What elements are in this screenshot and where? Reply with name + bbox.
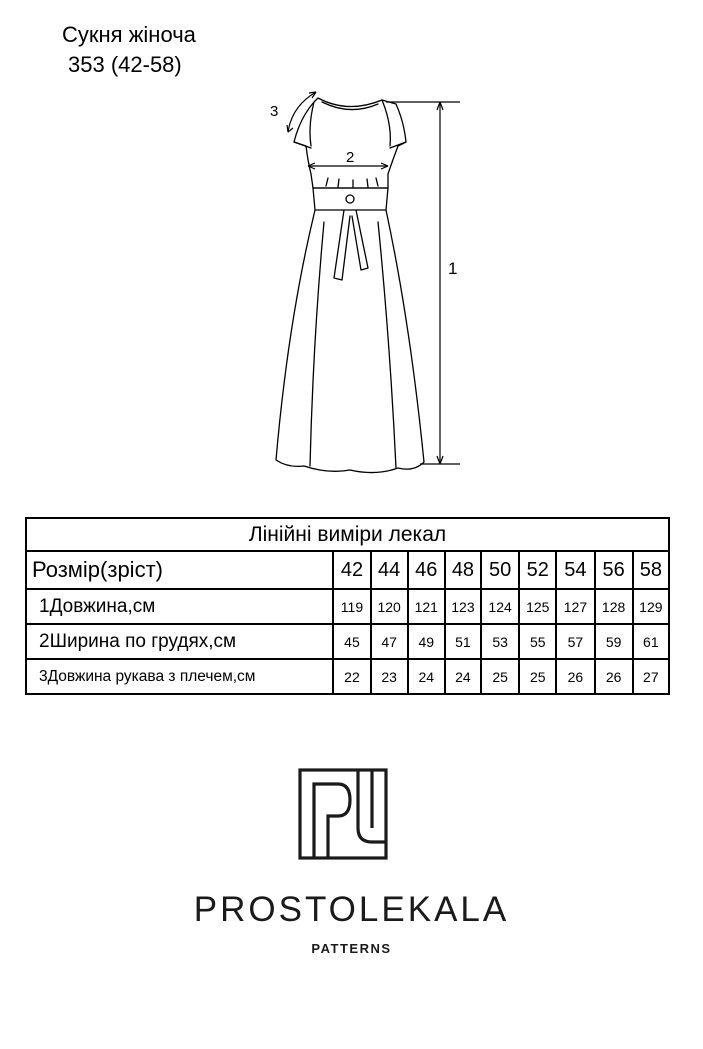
value-cell: 127 bbox=[556, 589, 594, 624]
brand-name: PROSTOLEKALA bbox=[193, 890, 510, 929]
value-cell: 61 bbox=[633, 624, 669, 659]
skirt-seam-left bbox=[310, 222, 324, 466]
belt-tie-left bbox=[334, 210, 350, 280]
table-row bbox=[26, 624, 669, 659]
value-cell: 57 bbox=[556, 624, 594, 659]
row-label: 1Довжина,см bbox=[26, 589, 333, 624]
value-cell: 124 bbox=[481, 589, 519, 624]
value-cell: 55 bbox=[519, 624, 556, 659]
size-row bbox=[26, 551, 669, 589]
size-cell: 50 bbox=[481, 551, 519, 589]
value-cell: 129 bbox=[633, 589, 669, 624]
value-cell: 119 bbox=[333, 589, 370, 624]
dress-technical-drawing bbox=[258, 82, 468, 482]
size-cell: 58 bbox=[633, 551, 669, 589]
size-label: Розмір(зріст) bbox=[26, 551, 333, 589]
left-sleeve-seam bbox=[310, 102, 314, 146]
waist-gathers bbox=[326, 178, 378, 187]
right-sleeve-seam bbox=[382, 100, 390, 146]
size-cell: 42 bbox=[333, 551, 370, 589]
skirt-seam-right bbox=[378, 222, 396, 468]
belt-tie-right bbox=[352, 210, 368, 270]
table-heading-row bbox=[26, 518, 669, 551]
value-cell: 45 bbox=[333, 624, 370, 659]
length-label: 1 bbox=[448, 259, 458, 278]
value-cell: 23 bbox=[371, 659, 408, 694]
value-cell: 24 bbox=[445, 659, 481, 694]
title-line-2: 353 (42-58) bbox=[68, 52, 182, 77]
row-label: 3Довжина рукава з плечем,см bbox=[26, 659, 333, 694]
value-cell: 59 bbox=[595, 624, 633, 659]
value-cell: 128 bbox=[595, 589, 633, 624]
value-cell: 25 bbox=[481, 659, 519, 694]
value-cell: 27 bbox=[633, 659, 669, 694]
size-cell: 54 bbox=[556, 551, 594, 589]
value-cell: 125 bbox=[519, 589, 556, 624]
table-row bbox=[26, 589, 669, 624]
value-cell: 53 bbox=[481, 624, 519, 659]
skirt-outline bbox=[276, 210, 424, 473]
size-cell: 52 bbox=[519, 551, 556, 589]
left-sleeve-hem bbox=[294, 142, 311, 148]
document-title bbox=[62, 20, 196, 80]
value-cell: 51 bbox=[445, 624, 481, 659]
table-row bbox=[26, 659, 669, 694]
value-cell: 121 bbox=[408, 589, 445, 624]
size-cell: 48 bbox=[445, 551, 481, 589]
brand-subtitle: PATTERNS bbox=[311, 941, 392, 956]
title-line-1: Сукня жіноча bbox=[62, 22, 196, 47]
value-cell: 24 bbox=[408, 659, 445, 694]
value-cell: 25 bbox=[519, 659, 556, 694]
sleeve-label: 3 bbox=[270, 103, 279, 120]
value-cell: 26 bbox=[595, 659, 633, 694]
bust-label: 2 bbox=[346, 149, 355, 166]
table-heading: Лінійні виміри лекал bbox=[26, 518, 669, 551]
value-cell: 22 bbox=[333, 659, 370, 694]
waistband bbox=[313, 188, 388, 210]
size-cell: 56 bbox=[595, 551, 633, 589]
value-cell: 120 bbox=[371, 589, 408, 624]
size-cell: 46 bbox=[408, 551, 445, 589]
size-cell: 44 bbox=[371, 551, 408, 589]
value-cell: 26 bbox=[556, 659, 594, 694]
value-cell: 123 bbox=[445, 589, 481, 624]
row-label: 2Ширина по грудях,см bbox=[26, 624, 333, 659]
value-cell: 49 bbox=[408, 624, 445, 659]
value-cell: 47 bbox=[371, 624, 408, 659]
waistband-button bbox=[346, 195, 354, 203]
length-measurement bbox=[386, 102, 460, 464]
measurements-table bbox=[25, 517, 670, 695]
brand-logo-icon bbox=[298, 768, 390, 862]
